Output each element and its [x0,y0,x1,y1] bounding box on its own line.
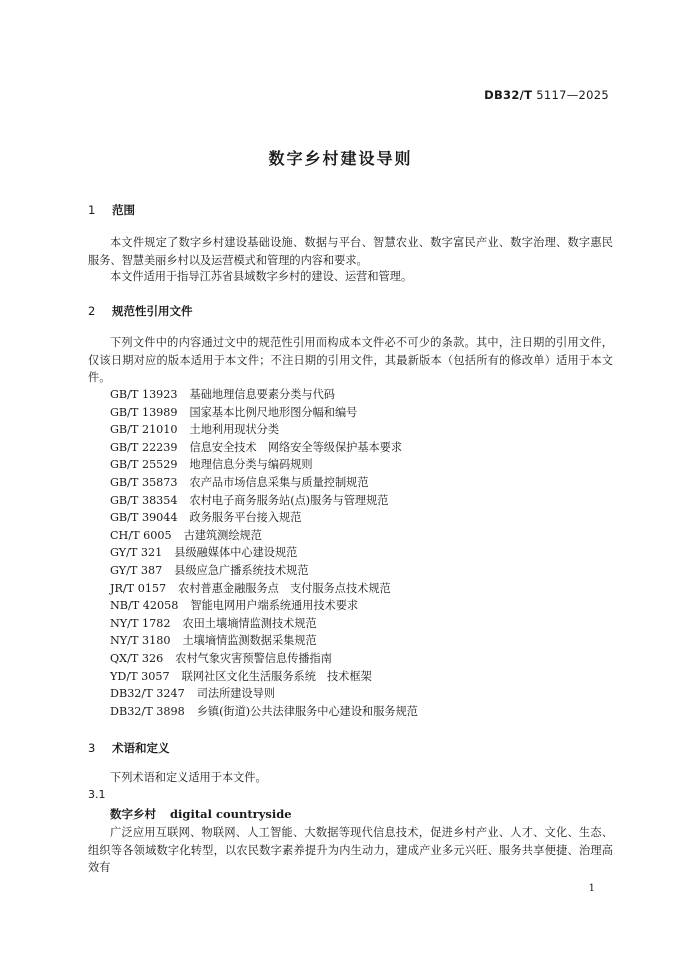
reference-item [110,474,418,492]
reference-code: GB/T 13989 [110,405,178,419]
reference-item [110,421,418,439]
reference-item [110,544,418,562]
reference-title: 农村气象灾害预警信息传播指南 [175,651,332,665]
reference-item [110,703,418,721]
reference-code: YD/T 3057 [110,669,170,683]
scope-paragraph-2: 本文件适用于指导江苏省县域数字乡村的建设、运营和管理。 [110,270,413,283]
reference-code: JR/T 0157 [110,581,167,595]
section-number: 3 [88,741,96,755]
section-number: 2 [88,304,96,318]
reference-title: 土壤墒情监测数据采集规范 [182,634,317,648]
reference-code: DB32/T 3898 [110,704,185,718]
reference-code: CH/T 6005 [110,528,172,542]
reference-item [110,562,418,580]
reference-title: 农田土壤墒情监测技术规范 [182,616,317,630]
reference-title: 司法所建设导则 [196,687,276,701]
references-intro-paragraph: 下列文件中的内容通过文中的规范性引用而构成本文件必不可少的条款。其中，注日期的引用文件，仅该日期对应的版本适用于本文件；不注日期的引用文件，其最新版本（包括所有的修改单）适用于本文件。 [88,336,613,384]
clause-number: 3.1 [88,788,106,801]
reference-title: 县级融媒体中心建设规范 [174,546,298,560]
reference-title: 农村电子商务服务站(点)服务与管理规范 [189,493,389,507]
reference-code: GY/T 387 [110,563,163,577]
reference-code: QX/T 326 [110,651,164,665]
reference-code: NB/T 42058 [110,599,179,613]
reference-title: 政务服务平台接入规范 [189,511,302,525]
scope-paragraph-1: 本文件规定了数字乡村建设基础设施、数据与平台、智慧农业、数字富民产业、数字治理、数字惠民服务、智慧美丽乡村以及运营模式和管理的内容和要求。 [88,236,613,267]
reference-title: 联网社区文化生活服务系统 技术框架 [181,669,372,683]
reference-title: 县级应急广播系统技术规范 [174,563,309,577]
section-title: 范围 [112,203,136,217]
reference-code: DB32/T 3247 [110,687,185,701]
reference-code: GB/T 38354 [110,493,178,507]
reference-title: 基础地理信息要素分类与代码 [189,388,335,401]
term-chinese: 数字乡村 [110,807,156,821]
section-2-heading [88,303,193,319]
reference-title: 国家基本比例尺地形图分幅和编号 [189,405,358,419]
reference-item [110,386,418,404]
reference-item [110,439,418,457]
reference-title: 智能电网用户端系统通用技术要求 [190,599,359,613]
reference-code: NY/T 1782 [110,616,171,630]
reference-code: GB/T 39044 [110,511,178,525]
reference-code: GB/T 35873 [110,475,178,489]
section-number: 1 [88,203,96,217]
reference-code: GY/T 321 [110,546,163,560]
reference-title: 地理信息分类与编码规则 [189,458,313,472]
reference-code: GB/T 13923 [110,388,178,401]
section-1-heading [88,202,135,218]
document-code-number: 5117—2025 [536,88,609,102]
reference-title: 农产品市场信息采集与质量控制规范 [189,475,369,489]
reference-code: GB/T 21010 [110,423,178,437]
reference-item [110,615,418,633]
term-definition-paragraph: 广泛应用互联网、物联网、人工智能、大数据等现代信息技术，促进乡村产业、人才、文化、生态、组织等各领域数字化转型，以农民数字素养提升为内生动力，建成产业多元兴旺、服务共享便捷、治理高效有 [88,826,613,874]
section-3-heading [88,740,170,756]
reference-item [110,527,418,545]
reference-item [110,580,418,598]
reference-title: 古建筑测绘规范 [183,528,262,542]
document-code [484,88,609,102]
reference-item [110,650,418,668]
reference-item [110,492,418,510]
section-title: 规范性引用文件 [112,304,193,318]
reference-item [110,597,418,615]
section-title: 术语和定义 [112,741,170,755]
reference-code: GB/T 25529 [110,458,178,472]
terms-intro-paragraph: 下列术语和定义适用于本文件。 [110,771,267,784]
reference-title: 农村普惠金融服务点 支付服务点技术规范 [178,581,391,595]
reference-item [110,404,418,422]
reference-item [110,632,418,650]
reference-item [110,456,418,474]
reference-code: GB/T 22239 [110,440,178,454]
reference-item [110,685,418,703]
term-entry [110,806,292,822]
reference-title: 土地利用现状分类 [189,423,280,437]
page-number: 1 [588,883,595,894]
reference-item [110,668,418,686]
reference-title: 信息安全技术 网络安全等级保护基本要求 [189,440,403,454]
reference-title: 乡镇(街道)公共法律服务中心建设和服务规范 [196,704,418,718]
reference-code: NY/T 3180 [110,634,171,648]
document-code-prefix: DB32/T [484,88,533,102]
term-english: digital countryside [170,807,292,821]
reference-item [110,509,418,527]
document-title: 数字乡村建设导则 [268,149,413,168]
normative-reference-list [110,386,418,720]
